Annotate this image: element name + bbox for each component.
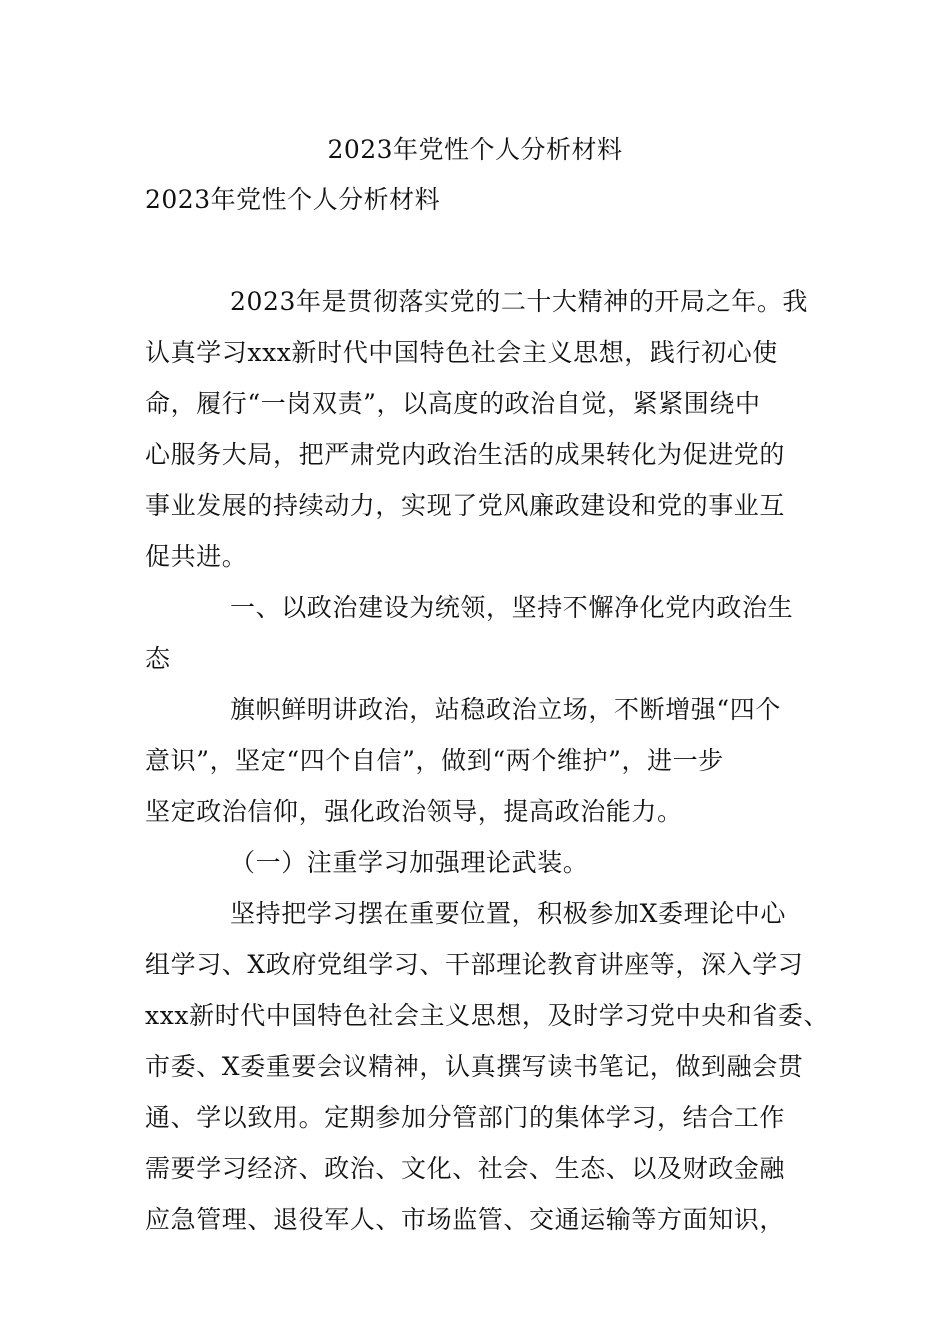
section-heading-line: 态 xyxy=(145,644,171,673)
section-heading-line: 一、以政治建设为统领，坚持不懈净化党内政治生 xyxy=(230,593,794,622)
paragraph-line: 坚定政治信仰，强化政治领导，提高政治能力。 xyxy=(145,797,683,826)
document-title: 2023年党性个人分析材料 xyxy=(327,135,623,164)
document-body xyxy=(145,282,830,1251)
document-subtitle: 2023年党性个人分析材料 xyxy=(145,185,441,214)
paragraph-line: 心服务大局，把严肃党内政治生活的成果转化为促进党的 xyxy=(145,440,786,469)
paragraph-line: 应急管理、退役军人、市场监管、交通运输等方面知识， xyxy=(145,1205,786,1234)
paragraph-line: xxx新时代中国特色社会主义思想，及时学习党中央和省委、 xyxy=(145,1001,830,1030)
paragraph-line: 命，履行“一岗双责”，以高度的政治自觉，紧紧围绕中 xyxy=(145,389,761,418)
paragraph-line: 旗帜鲜明讲政治，站稳政治立场，不断增强“四个 xyxy=(230,695,781,724)
paragraph-line: 市委、X委重要会议精神，认真撰写读书笔记，做到融会贯 xyxy=(145,1052,804,1081)
paragraph-line: 促共进。 xyxy=(145,542,248,571)
paragraph-line: 通、学以致用。定期参加分管部门的集体学习，结合工作 xyxy=(145,1103,786,1132)
paragraph-line: 需要学习经济、政治、文化、社会、生态、以及财政金融 xyxy=(145,1154,786,1183)
paragraph-line: 认真学习xxx新时代中国特色社会主义思想，践行初心使 xyxy=(145,338,778,367)
subsection-heading-line: （一）注重学习加强理论武装。 xyxy=(230,848,589,877)
paragraph-line: 2023年是贯彻落实党的二十大精神的开局之年。我 xyxy=(230,287,809,316)
paragraph-line: 意识”，坚定“四个自信”，做到“两个维护”，进一步 xyxy=(145,746,724,775)
paragraph-line: 组学习、X政府党组学习、干部理论教育讲座等，深入学习 xyxy=(145,950,804,979)
paragraph-line: 事业发展的持续动力，实现了党风廉政建设和党的事业互 xyxy=(145,491,786,520)
paragraph-line: 坚持把学习摆在重要位置，积极参加X委理论中心 xyxy=(230,899,786,928)
